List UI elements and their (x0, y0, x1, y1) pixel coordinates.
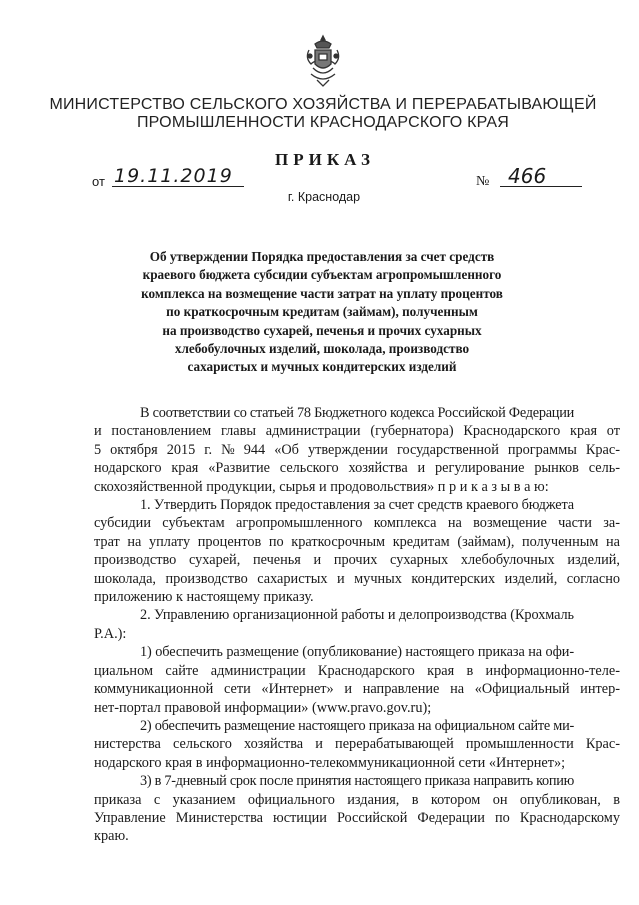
paragraph-line: циальном сайте администрации Краснодарского края в информационно-теле- (94, 662, 620, 679)
order-body (94, 404, 620, 846)
paragraph-line: 1. Утвердить Порядок предоставления за счет средств краевого бюджета (140, 497, 574, 514)
ministry-name-line1: МИНИСТЕРСТВО СЕЛЬСКОГО ХОЗЯЙСТВА И ПЕРЕРАБАТЫВАЮЩЕЙ (49, 96, 597, 113)
paragraph-line: краю. (94, 828, 129, 845)
paragraph-line: 2. Управлению организационной работы и делопроизводства (Крохмаль (140, 607, 574, 624)
paragraph-line: 5 октября 2015 г. № 944 «Об утверждении государственной программы Крас- (94, 441, 620, 458)
ministry-name-line2: ПРОМЫШЛЕННОСТИ КРАСНОДАРСКОГО КРАЯ (136, 114, 510, 131)
paragraph-line: В соответствии со статьей 78 Бюджетного кодекса Российской Федерации (140, 405, 574, 421)
order-number-value: 466 (508, 164, 547, 188)
date-prefix: от (92, 174, 105, 189)
title-line: Об утверждении Порядка предоставления за счет средств (149, 249, 495, 264)
paragraph-line: 1) обеспечить размещение (опубликование) настоящего приказа на офи- (140, 644, 574, 661)
paragraph-line: и постановлением главы администрации (губернатора) Краснодарского края от (94, 423, 620, 440)
paragraph-line: приказа с указанием официального издания, в котором он опубликован, в (94, 791, 620, 808)
body-paragraph (94, 606, 620, 643)
document-type-heading: ПРИКАЗ (275, 150, 375, 169)
number-prefix: № (476, 174, 490, 189)
body-paragraph (94, 404, 620, 496)
title-line: сахаристых и мучных кондитерских изделий (187, 359, 457, 375)
paragraph-line: 3) в 7-дневный срок после принятия настоящего приказа направить копию (140, 773, 574, 790)
paragraph-line: шоколада, производство сахаристых и мучных кондитерских изделий, согласно (94, 570, 620, 587)
paragraph-line: субсидии субъектам агропромышленного комплекса на возмещение части за- (94, 515, 620, 532)
paragraph-line: приложению к настоящему приказу. (94, 589, 314, 606)
body-paragraph (94, 496, 620, 606)
number-underline (500, 186, 582, 187)
order-title (130, 248, 514, 377)
paragraph-line: трат на уплату процентов по краткосрочным кредитам (займам), полученным на (94, 533, 620, 550)
paragraph-line: Управление Министерства юстиции Российской Федерации по Краснодарскому (94, 809, 620, 826)
paragraph-line: скохозяйственной продукции, сырья и продовольствия» п р и к а з ы в а ю: (94, 478, 549, 495)
paragraph-line: нет-портал правовой информации» (www.pravo.gov.ru); (94, 699, 432, 716)
body-paragraph (94, 717, 620, 772)
paragraph-line: нодарского края в информационно-телекоммуникационной сети «Интернет»; (94, 754, 566, 771)
title-line: на производство сухарей, печенья и прочих сухарных (162, 322, 482, 338)
title-line: комплекса на возмещение части затрат на уплату процентов (141, 285, 503, 301)
date-underline (112, 186, 244, 187)
ministry-name (40, 96, 606, 132)
title-line: краевого бюджета субсидии субъектам агропромышленного (142, 267, 502, 283)
title-line: по краткосрочным кредитам (займам), полученным (166, 304, 478, 320)
krasnodar-coat-of-arms-icon (303, 34, 343, 90)
order-date-value: 19.11.2019 (114, 165, 233, 187)
body-paragraph (94, 772, 620, 846)
issue-city: г. Краснодар (287, 190, 361, 204)
paragraph-line: Р.А.): (94, 625, 127, 642)
paragraph-line: производство сухарей, печенья и прочих сухарных хлебобулочных изделий, (94, 552, 620, 569)
paragraph-line: нодарского края «Развитие сельского хозяйства и регулирование рынков сель- (94, 460, 620, 477)
paragraph-line: 2) обеспечить размещение настоящего приказа на официальном сайте ми- (140, 717, 574, 734)
title-line: хлебобулочных изделий, шоколада, производство (174, 341, 470, 357)
body-paragraph (94, 643, 620, 717)
paragraph-line: нистерства сельского хозяйства и перерабатывающей промышленности Крас- (94, 736, 620, 753)
paragraph-line: коммуникационной сети «Интернет» и направление на «Официальный интер- (94, 681, 620, 698)
